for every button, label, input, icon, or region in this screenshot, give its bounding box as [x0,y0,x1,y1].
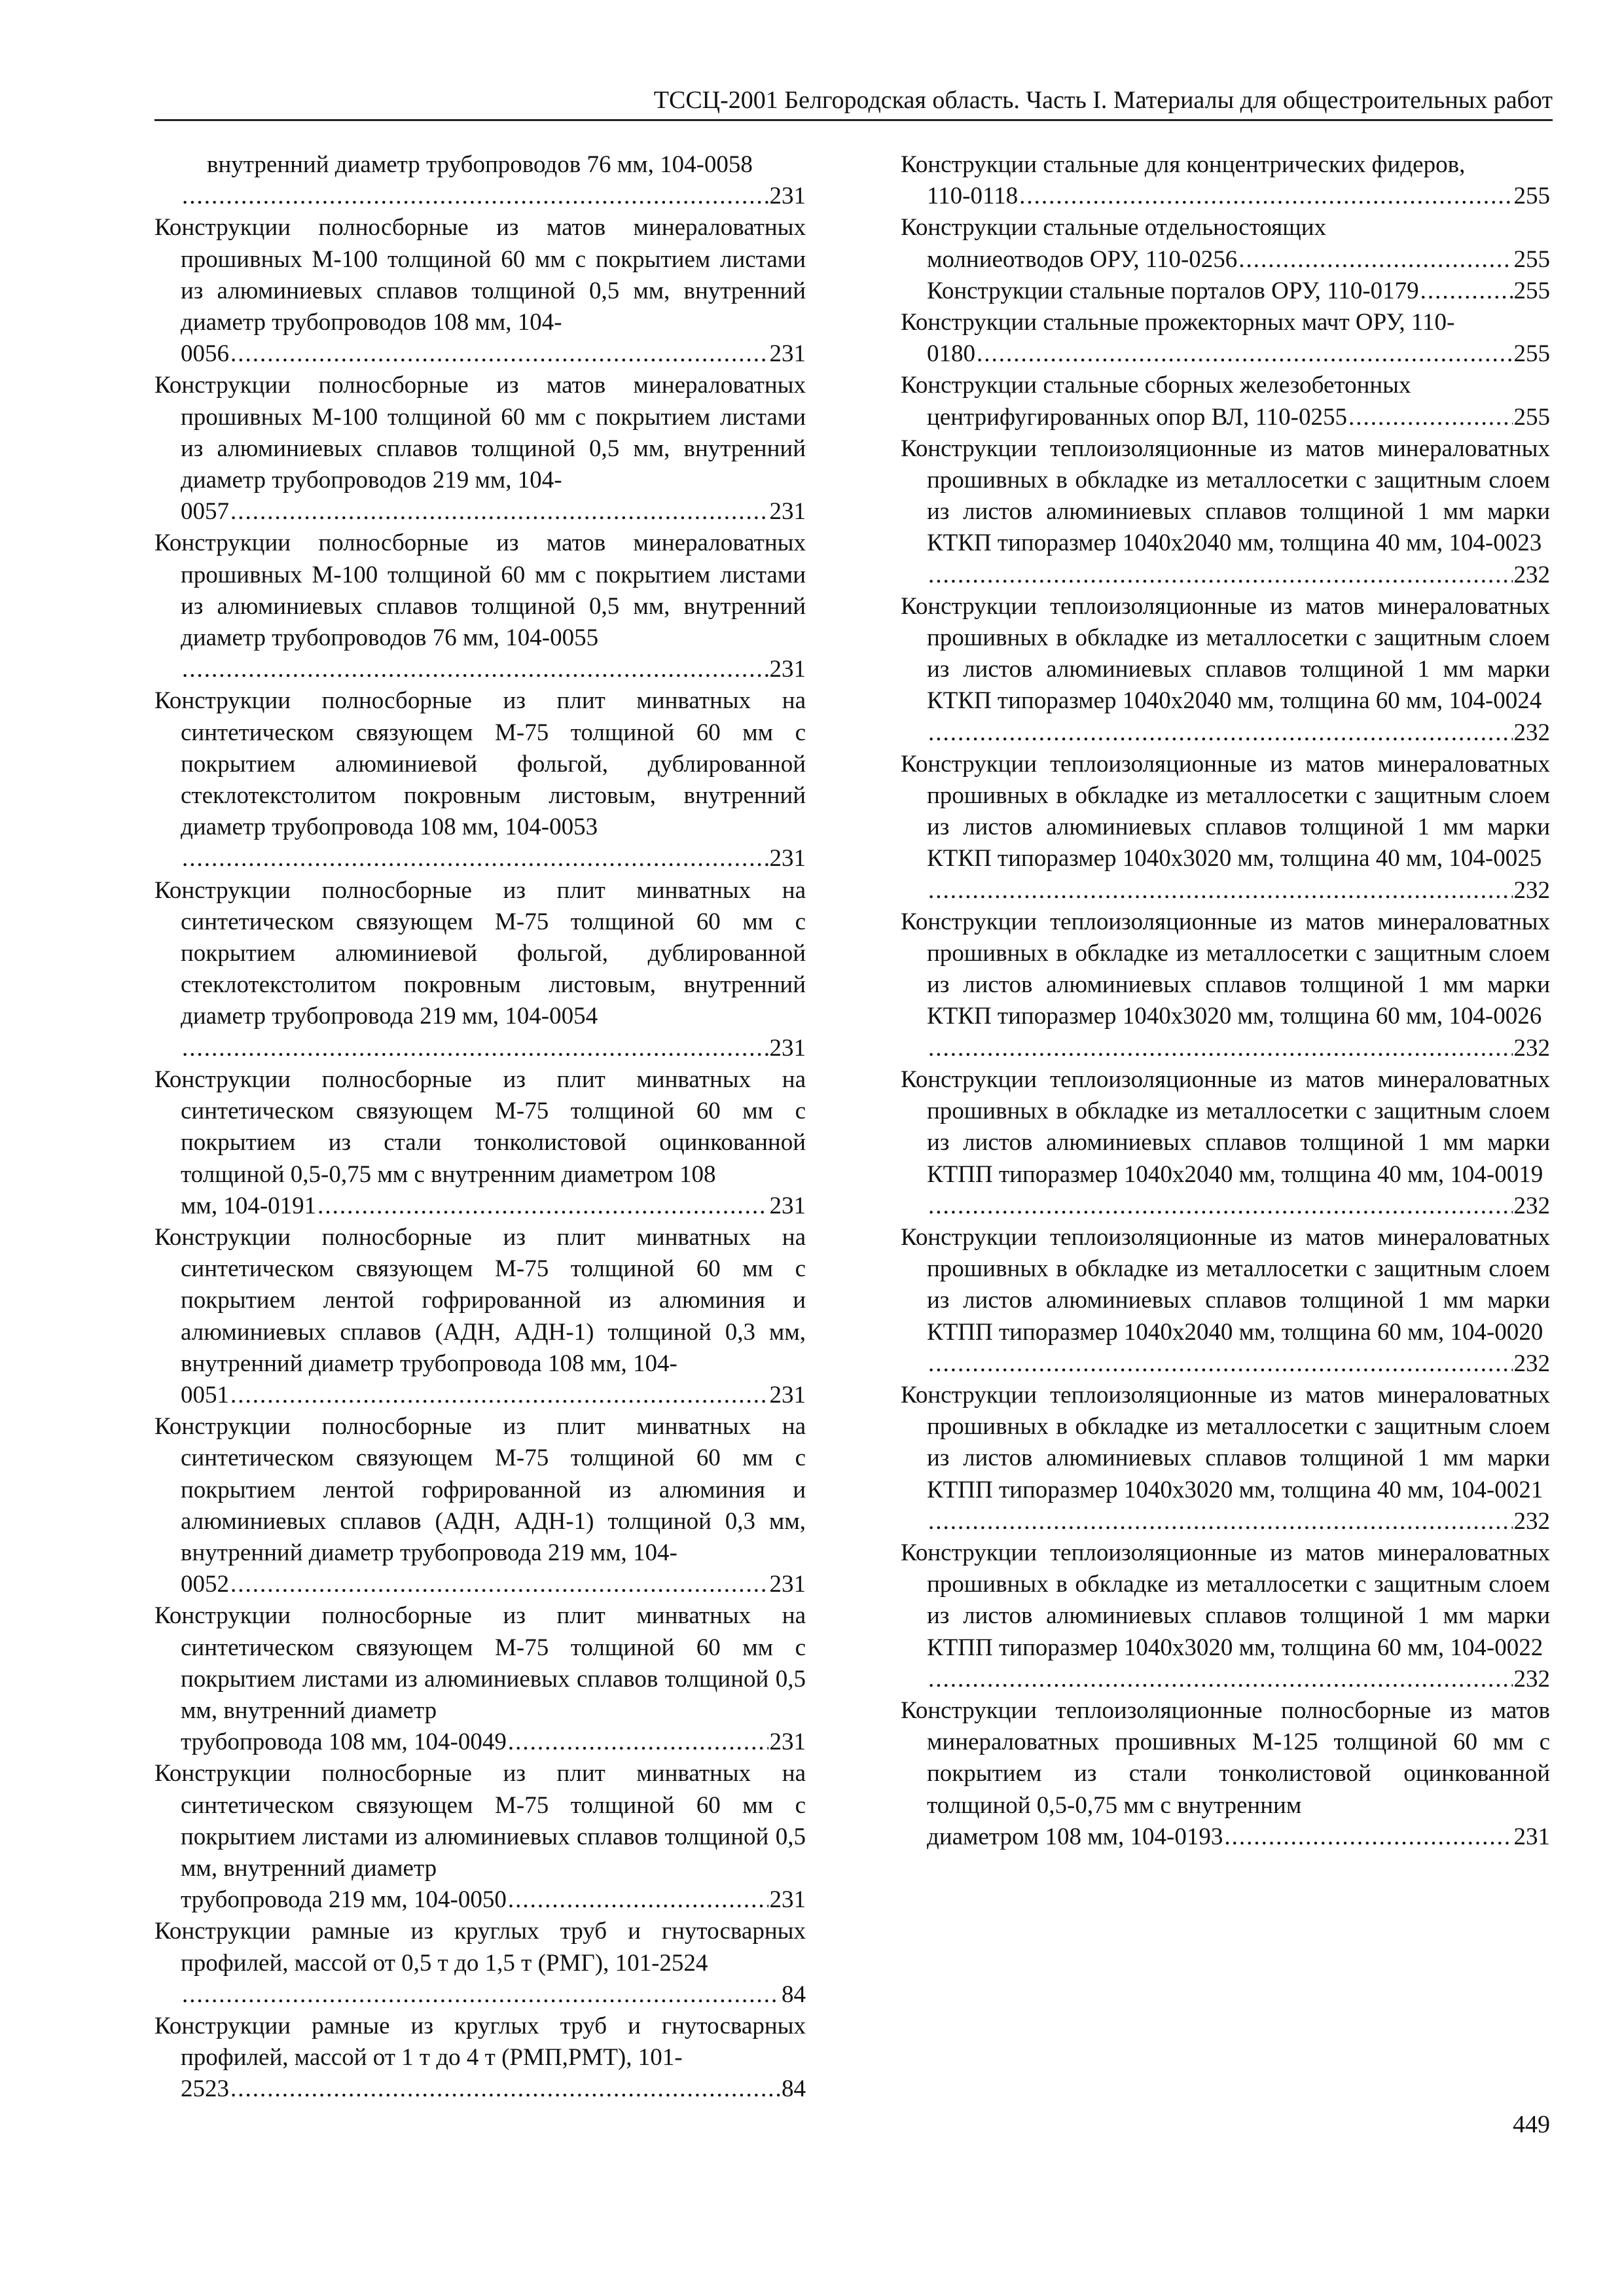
index-leader-line [181,1569,806,1600]
index-page-ref: 231 [769,1034,806,1062]
index-entry-tail: 0051 [181,1381,229,1408]
index-entry [901,591,1550,749]
index-page-ref: 255 [1513,277,1550,304]
index-entry-tail: 0180 [927,340,975,368]
dot-leader [928,875,1513,906]
index-entry-text: Конструкции теплоизоляционные из матов минераловатных прошивных в обкладке из металлосетки с защитным слоем из листов алюминиевых сплавов толщиной 1 мм марки КТПП типоразмер 1040х3020 мм, толщина 40 мм, 104-0021 [901,1381,1550,1503]
index-page-ref: 255 [1513,183,1550,210]
index-entry [901,370,1550,433]
index-leader-line [927,1191,1550,1222]
dot-leader [928,1348,1513,1380]
index-leader-line [181,338,806,370]
index-entry-text: Конструкции полносборные из матов минераловатных прошивных М-100 толщиной 60 мм с покрытием листами из алюминиевых сплавов толщиной 0,5 мм, внутренний диаметр трубопроводов 76 мм, 104-0055 [154,529,806,652]
index-leader-line [927,402,1550,433]
index-entry-text: Конструкции теплоизоляционные из матов минераловатных прошивных в обкладке из металлосетки с защитным слоем из листов алюминиевых сплавов толщиной 1 мм марки КТКП типоразмер 1040х3020 мм, толщина 40 мм, 104-0025 [901,750,1550,872]
index-entry-tail: диаметром 108 мм, 104-0193 [927,1823,1223,1850]
index-leader-line [927,276,1550,307]
index-page-ref: 231 [769,656,806,683]
index-entry [901,433,1550,591]
index-leader-line [927,338,1550,370]
index-leader-line [181,843,806,874]
index-page-ref: 232 [1513,1665,1550,1693]
index-leader-line [181,1191,806,1222]
index-page-ref: 231 [1513,1823,1550,1850]
index-entry-text: Конструкции стальные прожекторных мачт ОРУ, 110- [901,309,1455,336]
dot-leader [182,1979,780,2011]
index-entry [901,1537,1550,1695]
page-number: 449 [1513,2111,1550,2138]
index-page-ref: 231 [769,1571,806,1598]
index-page-ref: 232 [1513,1507,1550,1535]
dot-leader [1019,181,1512,212]
index-entry-text: Конструкции полносборные из матов минераловатных прошивных М-100 толщиной 60 мм с покрытием листами из алюминиевых сплавов толщиной 0,5 мм, внутренний диаметр трубопроводов 219 мм, 104- [154,372,806,494]
index-entry-tail: молниеотводов ОРУ, 110-0256 [927,245,1238,273]
index-entry [154,1064,806,1222]
index-entry [901,1380,1550,1537]
index-entry-text: Конструкции теплоизоляционные из матов минераловатных прошивных в обкладке из металлосетки с защитным слоем из листов алюминиевых сплавов толщиной 1 мм марки КТПП типоразмер 1040х2040 мм, толщина 40 мм, 104-0019 [901,1066,1550,1188]
index-page-ref: 232 [1513,1034,1550,1062]
index-page-ref: 231 [769,1886,806,1914]
index-entry-tail: трубопровода 219 мм, 104-0050 [181,1886,507,1914]
index-entry [154,528,806,685]
index-entry-tail: 2523 [181,2075,229,2103]
index-leader-line [927,560,1550,591]
index-entry [154,370,806,528]
index-entry-text: Конструкции теплоизоляционные полносборные из матов минераловатных прошивных М-125 толщиной 60 мм с покрытием из стали тонколистовой оцинкованной толщиной 0,5-0,75 мм с внутренним [901,1696,1550,1819]
index-entry [154,1411,806,1600]
dot-leader [977,338,1513,370]
dot-leader [230,2073,780,2105]
dot-leader [1224,1821,1512,1853]
dot-leader [317,1191,768,1222]
index-entry-tail: мм, 104-0191 [181,1192,317,1219]
index-entry-text: Конструкции полносборные из плит минватных на синтетическом связующем М-75 толщиной 60 мм с покрытием алюминиевой фольгой, дублированной стеклотекстолитом покровным листовым, внутренний диаметр трубопровода 219 мм, 104-0054 [154,876,806,1030]
index-entry-tail: 0052 [181,1571,229,1598]
index-entry-text: внутренний диаметр трубопроводов 76 мм, 104-0058 [207,151,753,178]
dot-leader [508,1727,768,1758]
dot-leader [928,1191,1513,1222]
index-page-ref: 231 [769,845,806,872]
index-entry-text: Конструкции полносборные из плит минватных на синтетическом связующем М-75 толщиной 60 мм с покрытием лентой гофрированной из алюминия и алюминиевых сплавов (АДН, АДН-1) толщиной 0,3 мм, внутренний диаметр трубопровода 219 мм, 104- [154,1413,806,1566]
index-entry-tail: центрифугированных опор ВЛ, 110-0255 [927,403,1347,431]
dot-leader [928,1033,1513,1064]
dot-leader [1238,244,1512,276]
index-page-ref: 84 [782,2075,806,2103]
index-entry-tail: трубопровода 108 мм, 104-0049 [181,1729,507,1756]
index-leader-line [181,1979,806,2011]
index-entry-text: Конструкции рамные из круглых труб и гнутосварных профилей, массой от 0,5 т до 1,5 т (РМГ), 101-2524 [154,1918,806,1977]
index-leader-line [181,1380,806,1411]
index-leader-line [927,244,1550,276]
dot-leader [928,1506,1513,1537]
index-page-ref: 231 [769,1192,806,1219]
index-leader-line [181,1884,806,1916]
index-entry [154,685,806,874]
index-entry [901,307,1550,370]
index-leader-line [181,654,806,685]
index-entry [901,906,1550,1064]
dot-leader [1348,402,1513,433]
dot-leader [182,1033,768,1064]
index-entry-text: Конструкции теплоизоляционные из матов минераловатных прошивных в обкладке из металлосетки с защитным слоем из листов алюминиевых сплавов толщиной 1 мм марки КТКП типоразмер 1040х3020 мм, толщина 60 мм, 104-0026 [901,908,1550,1030]
index-page-ref: 231 [769,498,806,526]
index-entry [154,1916,806,2011]
index-page-ref: 255 [1513,403,1550,431]
index-leader-line [927,1348,1550,1380]
index-entry-tail: Конструкции стальные порталов ОРУ, 110-0179 [927,277,1419,304]
index-page-ref: 231 [769,1729,806,1756]
index-entry-text: Конструкции рамные из круглых труб и гнутосварных профилей, массой от 1 т до 4 т (РМП,РМТ), 101- [154,2012,806,2072]
index-entry [154,1758,806,1916]
header-title: ТССЦ-2001 Белгородская область. Часть I. Материалы для общестроительных работ [653,86,1553,114]
index-entry [901,149,1550,212]
index-page-ref: 255 [1513,340,1550,368]
index-entry-text: Конструкции стальные сборных железобетонных [901,372,1411,399]
index-entry [901,1222,1550,1380]
index-entry [154,1222,806,1411]
index-entry [901,1695,1550,1853]
index-page-ref: 231 [769,183,806,210]
index-page-ref: 232 [1513,719,1550,746]
dot-leader [182,654,768,685]
index-page-ref: 232 [1513,1192,1550,1219]
index-page-ref: 84 [782,1981,806,2008]
index-leader-line [927,875,1550,906]
index-leader-line [927,1821,1550,1853]
index-entry [154,212,806,370]
index-page-ref: 231 [769,340,806,368]
dot-leader [928,717,1513,749]
index-entry [154,149,806,212]
index-leader-line [927,181,1550,212]
index-entry-text: Конструкции стальные для концентрических фидеров, [901,151,1466,178]
index-page-ref: 232 [1513,876,1550,904]
dot-leader [182,181,768,212]
index-entry-text: Конструкции теплоизоляционные из матов минераловатных прошивных в обкладке из металлосетки с защитным слоем из листов алюминиевых сплавов толщиной 1 мм марки КТКП типоразмер 1040х2040 мм, толщина 40 мм, 104-0023 [901,435,1550,557]
index-column-left [154,149,806,2106]
dot-leader [230,1569,768,1600]
dot-leader [508,1884,768,1916]
dot-leader [928,1664,1513,1695]
index-leader-line [181,181,806,212]
index-leader-line [927,1506,1550,1537]
index-entry [901,749,1550,906]
index-entry [901,276,1550,307]
dot-leader [182,843,768,874]
index-entry-text: Конструкции теплоизоляционные из матов минераловатных прошивных в обкладке из металлосетки с защитным слоем из листов алюминиевых сплавов толщиной 1 мм марки КТПП типоразмер 1040х3020 мм, толщина 60 мм, 104-0022 [901,1539,1550,1661]
index-leader-line [927,717,1550,749]
index-entry [154,1600,806,1758]
index-page-ref: 255 [1513,245,1550,273]
index-leader-line [181,1727,806,1758]
dot-leader [230,338,768,370]
dot-leader [928,560,1513,591]
index-page-ref: 232 [1513,561,1550,588]
dot-leader [230,1380,768,1411]
index-entry [154,2011,806,2106]
index-leader-line [927,1664,1550,1695]
index-entry-tail: 0056 [181,340,229,368]
index-entry-tail: 110-0118 [927,183,1019,210]
index-leader-line [927,1033,1550,1064]
index-entry [154,875,806,1064]
index-leader-line [181,2073,806,2105]
index-column-right [901,149,1550,1853]
index-entry [901,212,1550,275]
index-entry-text: Конструкции полносборные из плит минватных на синтетическом связующем М-75 толщиной 60 мм с покрытием лентой гофрированной из алюминия и алюминиевых сплавов (АДН, АДН-1) толщиной 0,3 мм, внутренний диаметр трубопровода 108 мм, 104- [154,1223,806,1377]
index-leader-line [181,496,806,528]
index-entry-text: Конструкции теплоизоляционные из матов минераловатных прошивных в обкладке из металлосетки с защитным слоем из листов алюминиевых сплавов толщиной 1 мм марки КТПП типоразмер 1040х2040 мм, толщина 60 мм, 104-0020 [901,1223,1550,1346]
index-page-ref: 232 [1513,1350,1550,1377]
index-entry-text: Конструкции стальные отдельностоящих [901,214,1326,242]
dot-leader [230,496,768,528]
index-entry-text: Конструкции полносборные из матов минераловатных прошивных М-100 толщиной 60 мм с покрытием листами из алюминиевых сплавов толщиной 0,5 мм, внутренний диаметр трубопроводов 108 мм, 104- [154,214,806,336]
index-entry-text: Конструкции полносборные из плит минватных на синтетическом связующем М-75 толщиной 60 мм с покрытием листами из алюминиевых сплавов толщиной 0,5 мм, внутренний диаметр [154,1760,806,1882]
index-page-ref: 231 [769,1381,806,1408]
index-leader-line [181,1033,806,1064]
index-entry-text: Конструкции полносборные из плит минватных на синтетическом связующем М-75 толщиной 60 мм с покрытием листами из алюминиевых сплавов толщиной 0,5 мм, внутренний диаметр [154,1602,806,1724]
index-entry-text: Конструкции теплоизоляционные из матов минераловатных прошивных в обкладке из металлосетки с защитным слоем из листов алюминиевых сплавов толщиной 1 мм марки КТКП типоразмер 1040х2040 мм, толщина 60 мм, 104-0024 [901,592,1550,715]
index-entry-text: Конструкции полносборные из плит минватных на синтетическом связующем М-75 толщиной 60 мм с покрытием из стали тонколистовой оцинкованной толщиной 0,5-0,75 мм с внутренним диаметром 108 [154,1066,806,1188]
index-entry-tail: 0057 [181,498,229,526]
dot-leader [1420,276,1513,307]
index-entry [901,1064,1550,1222]
running-header [154,84,1553,121]
index-entry-text: Конструкции полносборные из плит минватных на синтетическом связующем М-75 толщиной 60 мм с покрытием алюминиевой фольгой, дублированной стеклотекстолитом покровным листовым, внутренний диаметр трубопровода 108 мм, 104-0053 [154,687,806,841]
